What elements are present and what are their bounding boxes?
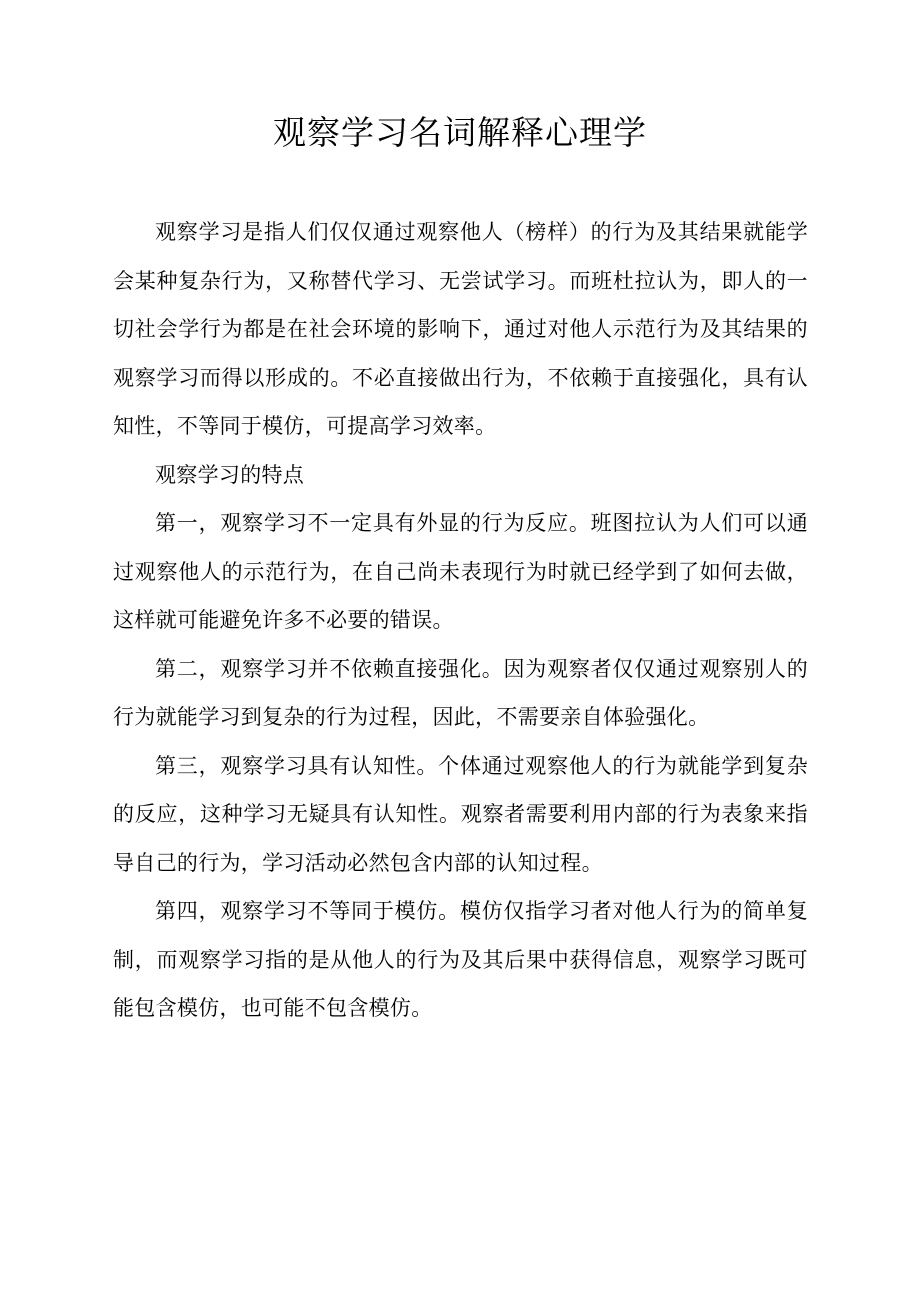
paragraph-feature-third: 第三，观察学习具有认知性。个体通过观察他人的行为就能学到复杂的反应，这种学习无疑具有认知性。观察者需要利用内部的行为表象来指导自己的行为，学习活动必然包含内部的认知过程。 [113,753,808,875]
paragraph-definition: 观察学习是指人们仅仅通过观察他人（榜样）的行为及其结果就能学会某种复杂行为，又称替代学习、无尝试学习。而班杜拉认为，即人的一切社会学行为都是在社会环境的影响下，通过对他人示范行为及其结果的观察学习而得以形成的。不必直接做出行为，不依赖于直接强化，具有认知性，不等同于模仿，可提高学习效率。 [113,220,808,438]
document-body [113,208,808,1033]
paragraph-feature-second: 第二，观察学习并不依赖直接强化。因为观察者仅仅通过观察别人的行为就能学习到复杂的行为过程，因此，不需要亲自体验强化。 [113,656,808,729]
document-title: 观察学习名词解释心理学 [273,113,647,152]
paragraph-feature-fourth: 第四，观察学习不等同于模仿。模仿仅指学习者对他人行为的简单复制，而观察学习指的是从他人的行为及其后果中获得信息，观察学习既可能包含模仿，也可能不包含模仿。 [113,899,808,1020]
paragraph-features-heading: 观察学习的特点 [155,462,305,487]
paragraph-feature-first: 第一，观察学习不一定具有外显的行为反应。班图拉认为人们可以通过观察他人的示范行为，在自己尚未表现行为时就已经学到了如何去做，这样就可能避免许多不必要的错误。 [113,511,808,632]
